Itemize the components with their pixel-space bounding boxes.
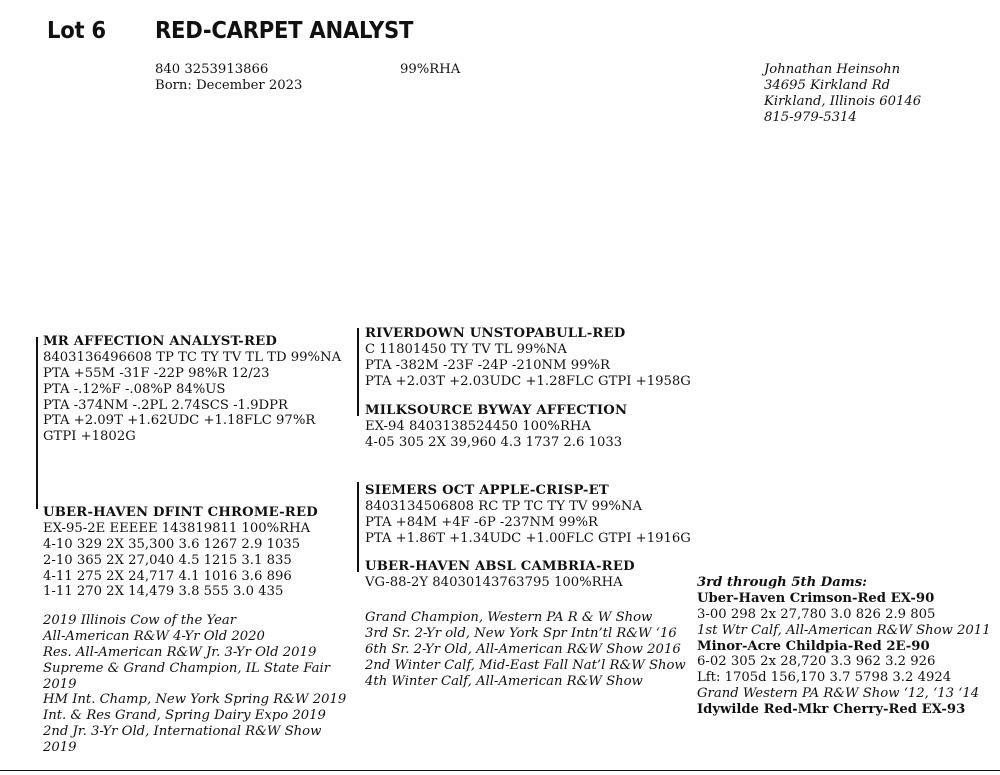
paternal-granddam-block: [365, 403, 627, 451]
dam-honor: Int. & Res Grand, Spring Dairy Expo 2019: [43, 708, 326, 724]
paternal-grandsire-line: C 11801450 TY TV TL 99%NA: [365, 341, 567, 357]
granddam-honor: 4th Winter Calf, All-American R&W Show: [365, 673, 643, 689]
maternal-bracket: [357, 482, 359, 572]
fifth-dam-name: Idywilde Red-Mkr Cherry-Red EX-93: [697, 702, 966, 718]
maternal-grandsire-line: PTA +1.86T +1.34UDC +1.00FLC GTPI +1916G: [365, 530, 691, 546]
animal-info: [155, 62, 302, 94]
paternal-granddam-line: 4-05 305 2X 39,960 4.3 1737 2.6 1033: [365, 434, 623, 450]
fourth-dam-name: Minor-Acre Childpia-Red 2E-90: [697, 638, 930, 654]
sire-dam-bracket: [36, 337, 38, 509]
sire-line: PTA +2.09T +1.62UDC +1.18FLC 97%R: [43, 413, 316, 429]
dam-honors: [43, 613, 346, 756]
maternal-grandsire-line: PTA +84M +4F -6P -237NM 99%R: [365, 514, 598, 530]
dam-honor: HM Int. Champ, New York Spring R&W 2019: [43, 692, 347, 708]
third-dam-name: Uber-Haven Crimson-Red EX-90: [697, 590, 935, 606]
paternal-grandsire-line: PTA +2.03T +2.03UDC +1.28FLC GTPI +1958G: [365, 373, 691, 389]
dam-honor: 2019 Illinois Cow of the Year: [43, 613, 237, 628]
birth-date: Born: December 2023: [155, 77, 303, 93]
dam-honor: Res. All-American R&W Jr. 3-Yr Old 2019: [43, 644, 317, 660]
third-dam-honor: 1st Wtr Calf, All-American R&W Show 2011: [697, 622, 991, 638]
granddam-honor: 2nd Winter Calf, Mid-East Fall Nat’l R&W Show: [365, 657, 686, 673]
fourth-dam-honor: Grand Western PA R&W Show ‘12, ‘13 ‘14: [697, 686, 980, 702]
dam-name: UBER-HAVEN DFINT CHROME-RED: [43, 505, 318, 520]
granddam-honor: Grand Champion, Western PA R & W Show: [365, 610, 653, 625]
sire-line: PTA +55M -31F -22P 98%R 12/23: [43, 365, 270, 381]
dam-record: 2-10 365 2X 27,040 4.5 1215 3.1 835: [43, 552, 292, 568]
maternal-grandsire-line: 8403134506808 RC TP TC TY TV 99%NA: [365, 498, 642, 514]
sire-line: PTA -.12%F -.08%P 84%US: [43, 381, 226, 397]
maternal-grandsire-name: SIEMERS OCT APPLE-CRISP-ET: [365, 483, 609, 498]
maternal-granddam-name: UBER-HAVEN ABSL CAMBRIA-RED: [365, 559, 635, 574]
dam-honor: 2019: [43, 740, 77, 756]
fourth-dam-record: 6-02 305 2x 28,720 3.3 962 3.2 926: [697, 654, 936, 670]
paternal-bracket: [357, 328, 359, 416]
paternal-granddam-name: MILKSOURCE BYWAY AFFECTION: [365, 403, 628, 418]
bottom-rule: [0, 770, 1000, 771]
owner-block: [764, 62, 921, 126]
paternal-grandsire-block: [365, 326, 691, 390]
dams-heading: 3rd through 5th Dams:: [697, 575, 868, 590]
owner-phone: 815-979-5314: [764, 109, 857, 125]
dam-record: 1-11 270 2X 14,479 3.8 555 3.0 435: [43, 584, 284, 600]
dams-3-5-block: [697, 575, 991, 718]
sire-line: 8403136496608 TP TC TY TV TL TD 99%NA: [43, 349, 342, 365]
sire-line: PTA -374NM -.2PL 2.74SCS -1.9DPR: [43, 397, 288, 413]
third-dam-record: 3-00 298 2x 27,780 3.0 826 2.9 805: [697, 606, 936, 622]
paternal-granddam-line: EX-94 8403138524450 100%RHA: [365, 418, 591, 434]
dam-record: 4-11 275 2X 24,717 4.1 1016 3.6 896: [43, 568, 292, 584]
lot-number: Lot 6: [47, 18, 106, 44]
dam-honor: 2019: [43, 676, 77, 692]
maternal-granddam-honors: [365, 610, 686, 689]
maternal-grandsire-block: [365, 483, 691, 547]
dam-honor: All-American R&W 4-Yr Old 2020: [43, 628, 265, 644]
paternal-grandsire-name: RIVERDOWN UNSTOPABULL-RED: [365, 326, 626, 341]
dam-block: [43, 505, 318, 600]
owner-street: 34695 Kirkland Rd: [764, 77, 891, 93]
registration-number: 840 3253913866: [155, 62, 269, 77]
dam-honor: 2nd Jr. 3-Yr Old, International R&W Show: [43, 724, 322, 740]
sire-block: [43, 334, 341, 445]
granddam-honor: 3rd Sr. 2-Yr old, New York Spr Intn’tl R&W ‘16: [365, 625, 677, 641]
dam-record: 4-10 329 2X 35,300 3.6 1267 2.9 1035: [43, 536, 301, 552]
dam-honor: Supreme & Grand Champion, IL State Fair: [43, 660, 331, 676]
sire-line: GTPI +1802G: [43, 429, 136, 445]
fourth-dam-lifetime: Lft: 1705d 156,170 3.7 5798 3.2 4924: [697, 670, 952, 686]
rha-percent: 99%RHA: [400, 62, 461, 77]
maternal-granddam-line: VG-88-2Y 84030143763795 100%RHA: [365, 574, 623, 590]
dam-line: EX-95-2E EEEEE 143819811 100%RHA: [43, 520, 311, 536]
owner-name: Johnathan Heinsohn: [764, 62, 901, 77]
granddam-honor: 6th Sr. 2-Yr Old, All-American R&W Show 2016: [365, 641, 681, 657]
animal-name: RED-CARPET ANALYST: [155, 18, 414, 44]
sire-name: MR AFFECTION ANALYST-RED: [43, 334, 278, 349]
maternal-granddam-block: [365, 559, 635, 591]
paternal-grandsire-line: PTA -382M -23F -24P -210NM 99%R: [365, 357, 610, 373]
owner-city: Kirkland, Illinois 60146: [764, 93, 922, 109]
